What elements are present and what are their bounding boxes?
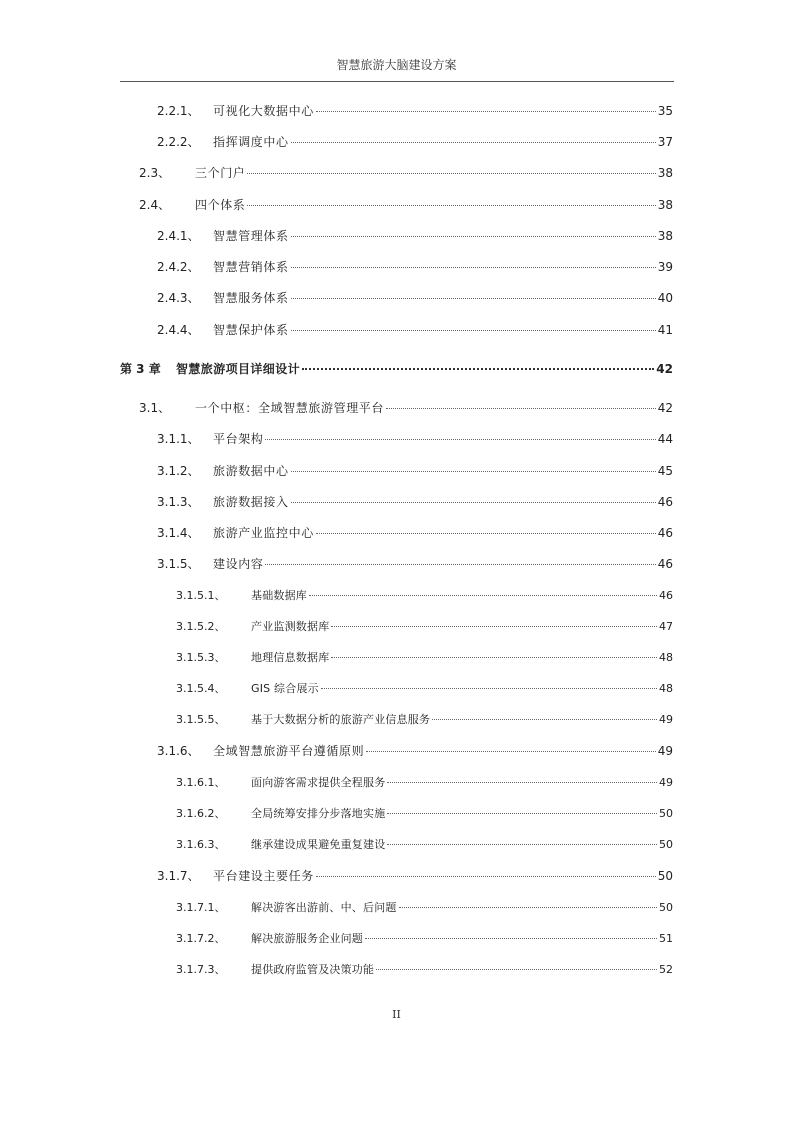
toc-entry-number: 2.2.1、 [157, 104, 200, 118]
toc-entry-page: 40 [657, 291, 673, 305]
toc-entry-title: 旅游产业监控中心 [213, 526, 314, 540]
toc-leader-dots [291, 142, 656, 143]
toc-entry-number: 3.1.5.1、 [176, 589, 226, 602]
toc-entry-page: 44 [657, 432, 673, 446]
toc-leader-dots [247, 173, 655, 174]
toc-entry-number: 2.4.1、 [157, 229, 200, 243]
toc-entry[interactable] [176, 618, 673, 636]
toc-leader-dots [399, 907, 657, 908]
toc-entry-number: 3.1.7.1、 [176, 901, 226, 914]
toc-entry-page: 49 [659, 713, 673, 726]
toc-leader-dots [366, 751, 656, 752]
toc-entry-page: 52 [659, 963, 673, 976]
toc-entry-number: 3.1.5.5、 [176, 713, 226, 726]
toc-chapter-entry[interactable] [120, 360, 673, 378]
toc-leader-dots [331, 626, 657, 627]
toc-leader-dots [331, 657, 657, 658]
toc-entry-page: 49 [657, 744, 673, 758]
toc-entry-title: 智慧保护体系 [213, 323, 289, 337]
toc-entry-number: 2.2.2、 [157, 135, 200, 149]
toc-entry-title: 地理信息数据库 [251, 651, 330, 664]
toc-entry[interactable] [157, 493, 673, 511]
toc-entry-page: 42 [657, 401, 673, 415]
toc-entry[interactable] [176, 899, 673, 917]
toc-entry[interactable] [157, 321, 673, 339]
toc-leader-dots [291, 502, 656, 503]
toc-entry-title: 解决游客出游前、中、后问题 [251, 901, 397, 914]
toc-entry-number: 2.4.2、 [157, 260, 200, 274]
toc-entry-page: 35 [657, 104, 673, 118]
toc-entry-title: 三个门户 [195, 166, 246, 180]
toc-entry-page: 46 [659, 589, 673, 602]
toc-entry-number: 3.1.7.3、 [176, 963, 226, 976]
toc-entry-page: 39 [657, 260, 673, 274]
toc-entry-page: 41 [657, 323, 673, 337]
toc-entry-page: 38 [657, 166, 673, 180]
toc-entry-page: 46 [657, 495, 673, 509]
toc-entry-page: 45 [657, 464, 673, 478]
toc-entry-page: 48 [659, 682, 673, 695]
toc-leader-dots [265, 439, 655, 440]
toc-entry[interactable] [176, 680, 673, 698]
toc-entry[interactable] [157, 462, 673, 480]
toc-leader-dots [387, 813, 657, 814]
toc-entry-page: 50 [657, 869, 673, 883]
toc-entry-number: 3.1.7.2、 [176, 932, 226, 945]
toc-entry[interactable] [157, 102, 673, 120]
toc-entry-title: 产业监测数据库 [251, 620, 330, 633]
toc-entry-page: 46 [657, 526, 673, 540]
page-header-title: 智慧旅游大脑建设方案 [336, 58, 457, 72]
toc-leader-dots [387, 782, 657, 783]
toc-entry-title: 指挥调度中心 [213, 135, 289, 149]
toc-leader-dots [291, 267, 656, 268]
toc-entry-title: 基于大数据分析的旅游产业信息服务 [251, 713, 431, 726]
toc-entry-number: 3.1.5.3、 [176, 651, 226, 664]
toc-entry-number: 3.1.5.4、 [176, 682, 226, 695]
toc-entry-title: 旅游数据接入 [213, 495, 289, 509]
toc-entry-number: 3.1.6、 [157, 744, 200, 758]
toc-entry-title: 平台架构 [213, 432, 264, 446]
toc-entry[interactable] [139, 164, 673, 182]
toc-entry-page: 51 [659, 932, 673, 945]
toc-entry-number: 3.1.4、 [157, 526, 200, 540]
toc-entry[interactable] [176, 930, 673, 948]
toc-entry-number: 2.4.3、 [157, 291, 200, 305]
toc-entry-page: 38 [657, 198, 673, 212]
toc-entry-page: 48 [659, 651, 673, 664]
toc-entry-number: 3.1、 [139, 401, 171, 415]
toc-leader-dots [387, 844, 657, 845]
toc-entry-page: 42 [656, 362, 673, 376]
toc-entry[interactable] [139, 196, 673, 214]
toc-leader-dots [291, 236, 656, 237]
toc-entry-page: 50 [659, 807, 673, 820]
toc-entry-number: 3.1.6.1、 [176, 776, 226, 789]
toc-entry-title: 提供政府监管及决策功能 [251, 963, 375, 976]
toc-leader-dots [247, 205, 655, 206]
toc-entry-title: 智慧管理体系 [213, 229, 289, 243]
toc-entry-title: 全域智慧旅游平台遵循原则 [213, 744, 365, 758]
toc-leader-dots [291, 471, 656, 472]
toc-entry-title: 全局统筹安排分步落地实施 [251, 807, 386, 820]
toc-entry-title: 智慧营销体系 [213, 260, 289, 274]
toc-entry-number: 2.3、 [139, 166, 171, 180]
toc-entry-title: 继承建设成果避免重复建设 [251, 838, 386, 851]
toc-entry-number: 3.1.5、 [157, 557, 200, 571]
toc-leader-dots [386, 408, 656, 409]
toc-entry-title: 建设内容 [213, 557, 264, 571]
toc-entry-title: 智慧服务体系 [213, 291, 289, 305]
toc-entry-title: 面向游客需求提供全程服务 [251, 776, 386, 789]
toc-leader-dots [309, 595, 657, 596]
toc-entry[interactable] [176, 587, 673, 605]
toc-entry-page: 47 [659, 620, 673, 633]
toc-entry[interactable] [157, 524, 673, 542]
toc-leader-dots [316, 533, 656, 534]
toc-entry[interactable] [176, 805, 673, 823]
toc-entry[interactable] [157, 289, 673, 307]
toc-leader-dots [321, 688, 657, 689]
toc-entry-number: 3.1.6.3、 [176, 838, 226, 851]
toc-entry-page: 37 [657, 135, 673, 149]
toc-entry-page: 49 [659, 776, 673, 789]
toc-entry-number: 3.1.2、 [157, 464, 200, 478]
toc-leader-dots [316, 111, 656, 112]
toc-entry-number: 第 3 章 [120, 362, 161, 376]
toc-entry-number: 3.1.7、 [157, 869, 200, 883]
toc-entry-page: 38 [657, 229, 673, 243]
toc-leader-dots [265, 564, 655, 565]
toc-entry[interactable] [139, 399, 673, 417]
toc-entry-page: 50 [659, 838, 673, 851]
toc-entry[interactable] [157, 430, 673, 448]
toc-leader-dots [376, 969, 657, 970]
toc-entry-page: 50 [659, 901, 673, 914]
toc-entry-title: 四个体系 [195, 198, 246, 212]
toc-entry-title: 平台建设主要任务 [213, 869, 314, 883]
toc-leader-dots [365, 938, 657, 939]
toc-entry[interactable] [157, 227, 673, 245]
toc-entry-title: 智慧旅游项目详细设计 [176, 362, 301, 376]
toc-leader-dots [316, 876, 656, 877]
toc-entry[interactable] [176, 961, 673, 979]
toc-entry[interactable] [176, 774, 673, 792]
footer-page-number: II [392, 1008, 401, 1021]
toc-entry-title: 基础数据库 [251, 589, 307, 602]
toc-leader-dots [291, 330, 656, 331]
toc-entry-title: 可视化大数据中心 [213, 104, 314, 118]
toc-leader-dots [432, 719, 657, 720]
toc-entry[interactable] [176, 836, 673, 854]
toc-entry-title: 一个中枢：全域智慧旅游管理平台 [195, 401, 385, 415]
toc-entry-number: 2.4.4、 [157, 323, 200, 337]
toc-entry[interactable] [157, 867, 673, 885]
toc-leader-dots [302, 368, 654, 370]
toc-entry-number: 3.1.1、 [157, 432, 200, 446]
toc-entry[interactable] [157, 742, 673, 760]
toc-entry[interactable] [176, 711, 673, 729]
toc-entry-page: 46 [657, 557, 673, 571]
toc-leader-dots [291, 298, 656, 299]
toc-entry[interactable] [157, 555, 673, 573]
toc-entry-number: 2.4、 [139, 198, 171, 212]
toc-entry[interactable] [157, 133, 673, 151]
toc-entry-number: 3.1.5.2、 [176, 620, 226, 633]
toc-entry-title: 旅游数据中心 [213, 464, 289, 478]
toc-entry[interactable] [176, 649, 673, 667]
toc-entry[interactable] [157, 258, 673, 276]
toc-entry-title: 解决旅游服务企业问题 [251, 932, 363, 945]
toc-entry-number: 3.1.6.2、 [176, 807, 226, 820]
toc-entry-title: GIS 综合展示 [251, 682, 319, 695]
toc-entry-number: 3.1.3、 [157, 495, 200, 509]
